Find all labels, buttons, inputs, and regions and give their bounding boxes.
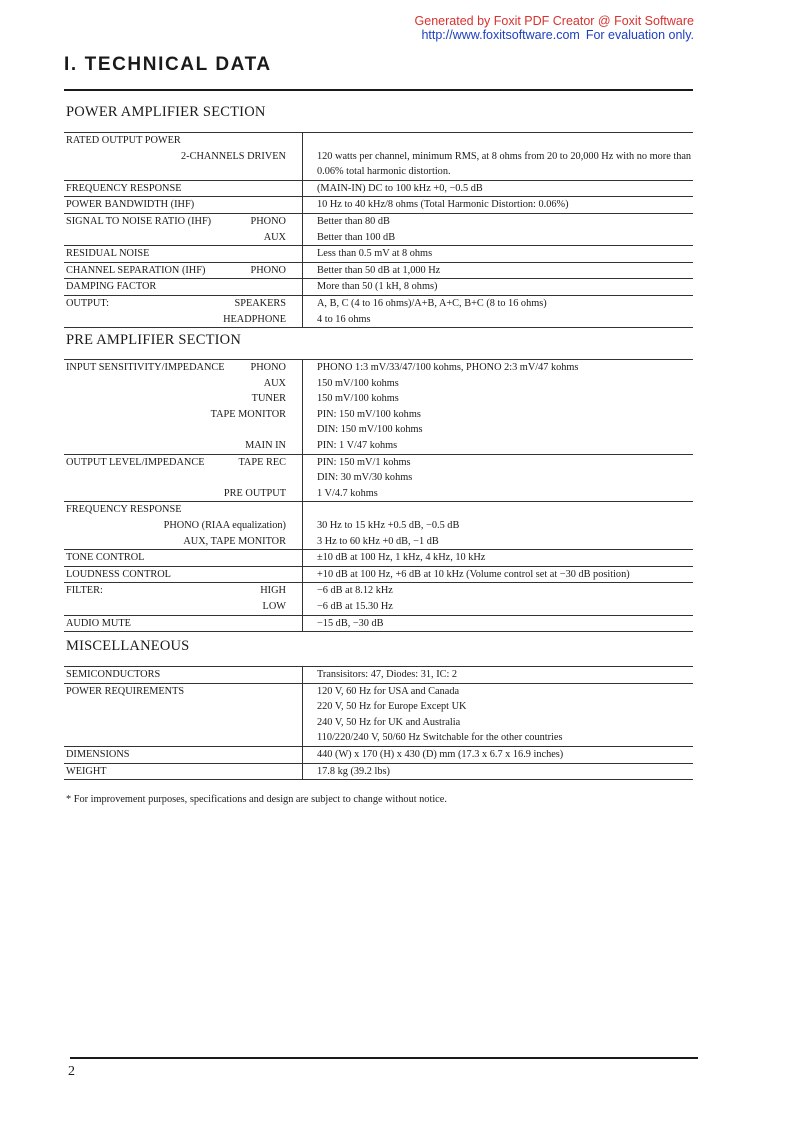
table-row xyxy=(64,550,693,567)
table-row xyxy=(64,699,693,715)
page-title: I. TECHNICAL DATA xyxy=(64,54,272,75)
spec-sublabel: PHONO xyxy=(250,215,286,227)
spec-value: DIN: 30 mV/30 kohms xyxy=(317,472,413,484)
spec-label: INPUT SENSITIVITY/IMPEDANCE xyxy=(66,362,225,373)
table-row xyxy=(64,470,693,486)
power-amplifier-table xyxy=(64,132,693,328)
spec-label: FILTER: xyxy=(66,585,103,597)
spec-value: PIN: 1 V/47 kohms xyxy=(317,439,398,451)
spec-sublabel: TAPE MONITOR xyxy=(210,408,286,420)
spec-value: −15 dB, −30 dB xyxy=(303,615,694,632)
table-row xyxy=(64,295,693,311)
spec-sublabel: TAPE REC xyxy=(238,456,286,468)
table-row xyxy=(64,180,693,197)
spec-value: Transisitors: 47, Diodes: 31, IC: 2 xyxy=(303,667,694,684)
spec-value: 440 (W) x 170 (H) x 430 (D) mm (17.3 x 6.7 x 16.9 inches) xyxy=(303,746,694,763)
spec-sublabel: AUX xyxy=(263,231,286,243)
table-row xyxy=(64,518,693,534)
spec-value: 1 V/4.7 kohms xyxy=(317,487,378,499)
spec-sublabel: LOW xyxy=(262,600,286,612)
section-title-pre-amplifier: PRE AMPLIFIER SECTION xyxy=(66,332,241,348)
spec-sublabel: SPEAKERS xyxy=(234,297,286,309)
table-row xyxy=(64,422,693,438)
spec-label: TONE CONTROL xyxy=(66,552,145,564)
table-row xyxy=(64,746,693,763)
table-row xyxy=(64,599,693,615)
watermark-url[interactable]: http://www.foxitsoftware.com xyxy=(421,28,580,42)
spec-value: 150 mV/100 kohms xyxy=(317,393,399,405)
spec-value: 150 mV/100 kohms xyxy=(317,377,399,389)
spec-value: PIN: 150 mV/1 kohms xyxy=(303,454,694,470)
table-row xyxy=(64,438,693,454)
table-row xyxy=(64,763,693,780)
spec-value: +10 dB at 100 Hz, +6 dB at 10 kHz (Volume control set at −30 dB position) xyxy=(303,566,694,583)
spec-sublabel: HEADPHONE xyxy=(223,313,286,325)
spec-label: POWER BANDWIDTH (IHF) xyxy=(66,199,195,211)
spec-value: PIN: 150 mV/100 kohms xyxy=(317,408,421,420)
spec-label: SIGNAL TO NOISE RATIO (IHF) xyxy=(66,215,212,227)
pre-amplifier-table xyxy=(64,359,693,632)
spec-sublabel: HIGH xyxy=(260,585,286,597)
table-row xyxy=(64,667,693,684)
table-row xyxy=(64,279,693,296)
table-row xyxy=(64,262,693,279)
spec-value: More than 50 (1 kH, 8 ohms) xyxy=(303,279,694,296)
spec-value xyxy=(303,502,694,518)
spec-sublabel: PHONO xyxy=(250,264,286,276)
spec-label: OUTPUT LEVEL/IMPEDANCE xyxy=(66,456,205,468)
spec-label: WEIGHT xyxy=(66,765,107,777)
section-title-miscellaneous: MISCELLANEOUS xyxy=(66,638,190,654)
table-row xyxy=(64,615,693,632)
spec-label: AUDIO MUTE xyxy=(66,617,131,629)
spec-value: (MAIN-IN) DC to 100 kHz +0, −0.5 dB xyxy=(303,180,694,197)
watermark-line: Generated by Foxit PDF Creator @ Foxit Software xyxy=(414,14,694,28)
title-divider xyxy=(64,89,693,91)
spec-value: −6 dB at 15.30 Hz xyxy=(317,600,393,612)
spec-sublabel: AUX xyxy=(263,377,286,389)
table-row xyxy=(64,391,693,407)
table-row xyxy=(64,730,693,746)
spec-value: PHONO 1:3 mV/33/47/100 kohms, PHONO 2:3 mV/47 kohms xyxy=(303,360,694,376)
table-row xyxy=(64,230,693,246)
table-row xyxy=(64,486,693,502)
spec-value: 120 watts per channel, minimum RMS, at 8 ohms from 20 to 20,000 Hz with no more than 0.06% total harmonic distortion. xyxy=(317,150,692,178)
spec-sublabel: PHONO (RIAA equalization) xyxy=(163,519,286,531)
table-row xyxy=(64,534,693,550)
table-row xyxy=(64,197,693,214)
spec-label: CHANNEL SEPARATION (IHF) xyxy=(66,264,206,276)
spec-sublabel: 2-CHANNELS DRIVEN xyxy=(181,150,286,162)
table-row xyxy=(64,360,693,376)
spec-label: FREQUENCY RESPONSE xyxy=(66,504,182,516)
table-row xyxy=(64,407,693,423)
spec-value: 10 Hz to 40 kHz/8 ohms (Total Harmonic Distortion: 0.06%) xyxy=(303,197,694,214)
spec-value: 17.8 kg (39.2 lbs) xyxy=(303,763,694,780)
spec-sublabel: TUNER xyxy=(251,393,286,405)
spec-value: 30 Hz to 15 kHz +0.5 dB, −0.5 dB xyxy=(317,519,460,531)
spec-value xyxy=(303,133,694,149)
spec-sublabel: MAIN IN xyxy=(245,439,286,451)
spec-label: OUTPUT: xyxy=(66,297,109,309)
spec-value: Better than 100 dB xyxy=(317,231,396,243)
spec-value: DIN: 150 mV/100 kohms xyxy=(317,424,423,436)
spec-label: DIMENSIONS xyxy=(66,748,130,760)
spec-value: ±10 dB at 100 Hz, 1 kHz, 4 kHz, 10 kHz xyxy=(303,550,694,567)
spec-sublabel: PRE OUTPUT xyxy=(223,487,286,499)
spec-label: LOUDNESS CONTROL xyxy=(66,568,171,580)
table-row xyxy=(64,376,693,392)
spec-value: 110/220/240 V, 50/60 Hz Switchable for the other countries xyxy=(317,732,563,744)
spec-value: 240 V, 50 Hz for UK and Australia xyxy=(317,716,461,728)
spec-label: SEMICONDUCTORS xyxy=(66,669,161,680)
watermark xyxy=(415,14,694,42)
table-row xyxy=(64,133,693,149)
spec-value: Better than 80 dB xyxy=(303,213,694,229)
spec-value: 4 to 16 ohms xyxy=(303,312,694,328)
watermark-note: For evaluation only. xyxy=(585,28,694,42)
spec-value: 220 V, 50 Hz for Europe Except UK xyxy=(317,701,467,713)
spec-sublabel: PHONO xyxy=(250,362,286,373)
table-row xyxy=(64,583,693,599)
spec-label: RATED OUTPUT POWER xyxy=(66,135,181,146)
table-row xyxy=(64,715,693,731)
spec-value: −6 dB at 8.12 kHz xyxy=(303,583,694,599)
spec-value: Better than 50 dB at 1,000 Hz xyxy=(303,262,694,279)
table-row xyxy=(64,502,693,518)
footer-divider xyxy=(70,1057,698,1059)
table-row xyxy=(64,454,693,470)
spec-value: A, B, C (4 to 16 ohms)/A+B, A+C, B+C (8 to 16 ohms) xyxy=(303,295,694,311)
watermark-line-2 xyxy=(415,28,694,42)
section-title-power-amplifier: POWER AMPLIFIER SECTION xyxy=(66,104,266,120)
page-number: 2 xyxy=(68,1064,75,1079)
spec-label: DAMPING FACTOR xyxy=(66,281,157,293)
miscellaneous-table xyxy=(64,666,693,780)
table-row xyxy=(64,312,693,328)
spec-value: 3 Hz to 60 kHz +0 dB, −1 dB xyxy=(317,535,439,547)
table-row xyxy=(64,149,693,181)
table-row xyxy=(64,213,693,229)
table-row xyxy=(64,566,693,583)
table-row xyxy=(64,246,693,263)
table-row xyxy=(64,683,693,699)
spec-value: 120 V, 60 Hz for USA and Canada xyxy=(303,683,694,699)
spec-label: POWER REQUIREMENTS xyxy=(66,685,185,697)
spec-label: FREQUENCY RESPONSE xyxy=(66,182,182,194)
spec-sublabel: AUX, TAPE MONITOR xyxy=(183,535,286,547)
spec-label: RESIDUAL NOISE xyxy=(66,248,150,260)
footnote: * For improvement purposes, specifications and design are subject to change without notice. xyxy=(66,794,447,805)
spec-value: Less than 0.5 mV at 8 ohms xyxy=(303,246,694,263)
